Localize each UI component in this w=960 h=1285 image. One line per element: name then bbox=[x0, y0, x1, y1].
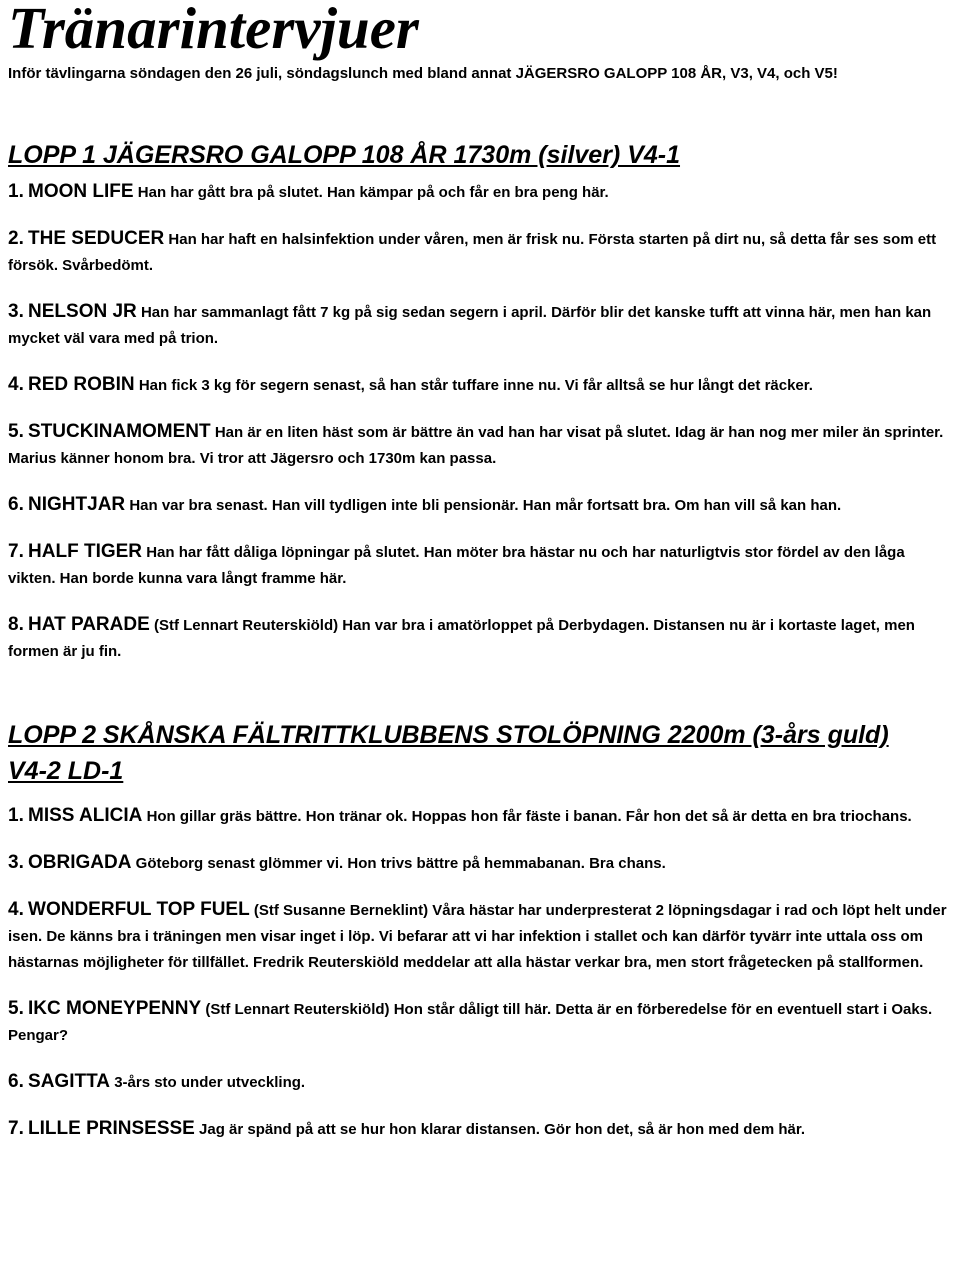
horse-comment: (Stf Lennart Reuterskiöld) Hon står dåligt till här. Detta är en förberedelse för en eventuell start i Oaks. Pengar? bbox=[8, 1001, 933, 1044]
horse-comment: 3-års sto under utveckling. bbox=[114, 1074, 306, 1091]
document-intro: Inför tävlingarna söndagen den 26 juli, söndagslunch med bland annat JÄGERSRO GALOPP 108 ÅR, V3, V4, och V5! bbox=[8, 65, 838, 82]
horse-entry bbox=[8, 419, 956, 472]
horse-number: 4. bbox=[8, 899, 24, 920]
race2-heading bbox=[8, 717, 956, 789]
horse-name: STUCKINAMOMENT bbox=[28, 421, 211, 442]
horse-entry bbox=[8, 492, 956, 519]
horse-name: HALF TIGER bbox=[28, 541, 143, 562]
horse-name: MISS ALICIA bbox=[28, 805, 143, 826]
horse-entry bbox=[8, 850, 956, 877]
horse-name: MOON LIFE bbox=[28, 181, 134, 202]
horse-number: 2. bbox=[8, 228, 24, 249]
horse-name: HAT PARADE bbox=[28, 614, 150, 635]
horse-entry bbox=[8, 299, 956, 352]
horse-entry bbox=[8, 1116, 956, 1143]
race2-heading-line2: V4-2 LD-1 bbox=[8, 757, 124, 785]
race1-heading: LOPP 1 JÄGERSRO GALOPP 108 ÅR 1730m (silver) V4-1 bbox=[8, 141, 681, 169]
horse-comment: Han har sammanlagt fått 7 kg på sig sedan segern i april. Därför blir det kanske tufft att vinna här, men han kan mycket väl vara med på trion. bbox=[8, 304, 932, 347]
horse-name: LILLE PRINSESSE bbox=[28, 1118, 195, 1139]
horse-name: RED ROBIN bbox=[28, 374, 135, 395]
horse-number: 3. bbox=[8, 852, 24, 873]
horse-name: NELSON JR bbox=[28, 301, 137, 322]
horse-number: 5. bbox=[8, 421, 24, 442]
horse-comment: Han har fått dåliga löpningar på slutet. Han möter bra hästar nu och har naturligtvis stor fördel av den låga vikten. Han borde kunna vara långt framme här. bbox=[8, 544, 905, 587]
horse-number: 5. bbox=[8, 998, 24, 1019]
horse-entry bbox=[8, 226, 956, 279]
horse-number: 6. bbox=[8, 1071, 24, 1092]
horse-name: SAGITTA bbox=[28, 1071, 111, 1092]
horse-name: OBRIGADA bbox=[28, 852, 132, 873]
horse-name: NIGHTJAR bbox=[28, 494, 126, 515]
horse-name: IKC MONEYPENNY bbox=[28, 998, 202, 1019]
horse-entry bbox=[8, 179, 956, 206]
horse-name: WONDERFUL TOP FUEL bbox=[28, 899, 250, 920]
horse-comment: Han är en liten häst som är bättre än vad han har visat på slutet. Idag är han nog mer miler än sprinter. Marius känner honom bra. Vi tror att Jägersro och 1730m kan passa. bbox=[8, 424, 944, 467]
horse-entry bbox=[8, 897, 956, 976]
horse-comment: Hon gillar gräs bättre. Hon tränar ok. Hoppas hon får fäste i banan. Får hon det så är detta en bra triochans. bbox=[146, 808, 912, 825]
horse-comment: Göteborg senast glömmer vi. Hon trivs bättre på hemmabanan. Bra chans. bbox=[135, 855, 666, 872]
horse-entry bbox=[8, 803, 956, 830]
horse-comment: Han har haft en halsinfektion under våren, men är frisk nu. Första starten på dirt nu, så detta får ses som ett försök. Svårbedömt. bbox=[8, 231, 937, 274]
horse-number: 3. bbox=[8, 301, 24, 322]
horse-number: 6. bbox=[8, 494, 24, 515]
horse-number: 4. bbox=[8, 374, 24, 395]
horse-comment: Han har gått bra på slutet. Han kämpar på och får en bra peng här. bbox=[137, 184, 609, 201]
horse-entry bbox=[8, 1069, 956, 1096]
horse-number: 7. bbox=[8, 541, 24, 562]
horse-comment: Jag är spänd på att se hur hon klarar distansen. Gör hon det, så är hon med dem här. bbox=[199, 1121, 805, 1138]
race2-heading-line1: LOPP 2 SKÅNSKA FÄLTRITTKLUBBENS STOLÖPNING 2200m (3-års guld) bbox=[8, 721, 889, 749]
horse-number: 7. bbox=[8, 1118, 24, 1139]
horse-comment: Han var bra senast. Han vill tydligen inte bli pensionär. Han mår fortsatt bra. Om han vill så kan han. bbox=[129, 497, 842, 514]
horse-comment: Han fick 3 kg för segern senast, så han står tuffare inne nu. Vi får alltså se hur långt det räcker. bbox=[138, 377, 813, 394]
race2-horse-list bbox=[4, 803, 956, 1143]
horse-entry bbox=[8, 996, 956, 1049]
horse-number: 1. bbox=[8, 181, 24, 202]
horse-entry bbox=[8, 612, 956, 665]
horse-number: 8. bbox=[8, 614, 24, 635]
horse-name: THE SEDUCER bbox=[28, 228, 165, 249]
horse-entry bbox=[8, 539, 956, 592]
horse-entry bbox=[8, 372, 956, 399]
race1-horse-list bbox=[4, 179, 956, 665]
document-title: Tränarintervjuer bbox=[8, 0, 419, 61]
spacer bbox=[4, 84, 956, 141]
horse-comment: (Stf Susanne Berneklint) Våra hästar har underpresterat 2 löpningsdagar i rad och löpt helt under isen. De känns bra i träningen men visar inget i löp. Vi befarar att vi har infektion i stallet och kan därför tyvärr inte uttala oss om hästarnas möjligheter för tillfället. Fredrik Reuterskiöld meddelar att alla hästar verkar bra, men stort frågetecken på stallformen. bbox=[8, 902, 947, 971]
horse-comment: (Stf Lennart Reuterskiöld) Han var bra i amatörloppet på Derbydagen. Distansen nu är i kortaste laget, men formen är ju fin. bbox=[8, 617, 915, 660]
horse-number: 1. bbox=[8, 805, 24, 826]
spacer bbox=[4, 665, 956, 717]
